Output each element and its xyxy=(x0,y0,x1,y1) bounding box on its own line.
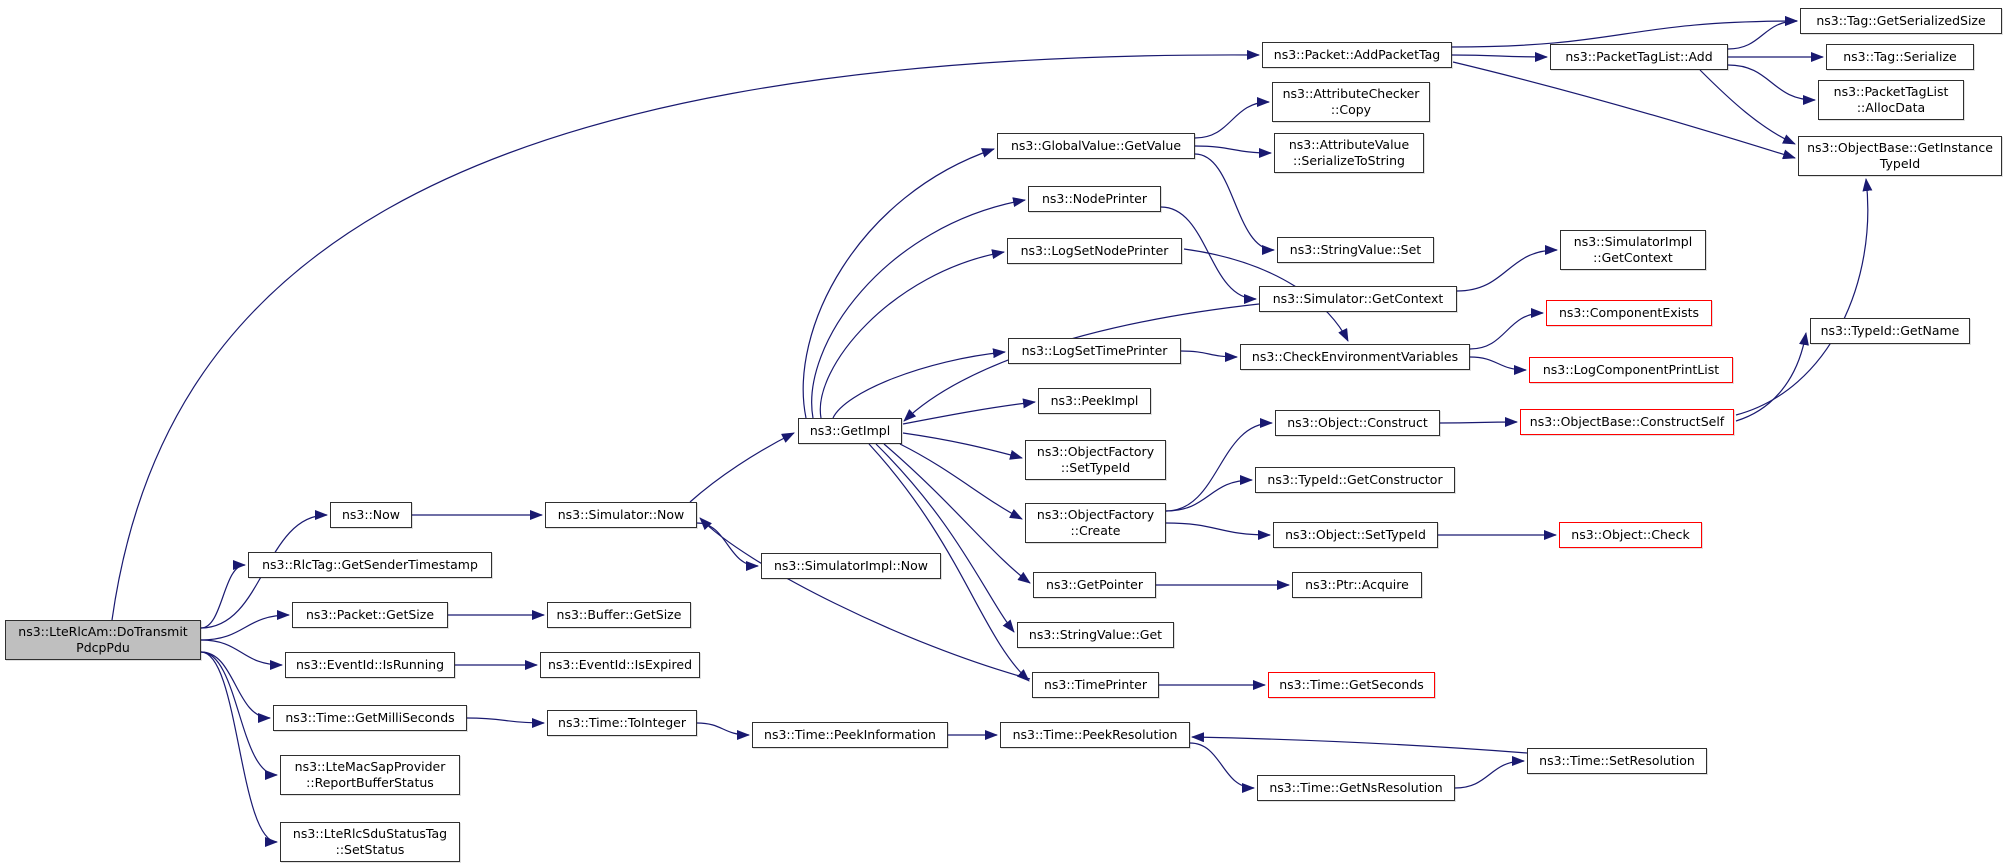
graph-node-nodePrinter[interactable] xyxy=(1028,186,1161,212)
node-label: ::Copy xyxy=(1330,102,1372,117)
node-label: ns3::AttributeValue xyxy=(1288,137,1410,152)
node-label: ns3::LogSetTimePrinter xyxy=(1021,343,1168,358)
call-edge-objectBaseConstructSelf-to-typeIdGetName xyxy=(1736,333,1806,421)
graph-node-stringValueGet[interactable] xyxy=(1017,622,1174,648)
graph-node-eventIdIsRunning[interactable] xyxy=(285,652,455,678)
graph-node-timePrinter[interactable] xyxy=(1032,672,1159,698)
graph-node-logSetTimePrinter[interactable] xyxy=(1008,338,1181,364)
graph-node-simulatorGetContext[interactable] xyxy=(1259,286,1457,312)
graph-node-timeGetNsResolution[interactable] xyxy=(1257,775,1455,801)
call-edge-getImpl-to-stringValueGet xyxy=(876,444,1014,632)
call-edge-getImpl-to-objectFactoryCreate xyxy=(900,444,1022,519)
call-edge-simulatorNow-to-getImpl xyxy=(690,433,794,502)
node-label: ns3::AttributeChecker xyxy=(1282,86,1420,101)
node-label: ns3::Now xyxy=(341,507,401,522)
call-edge-getImpl-to-globalValueGetValue xyxy=(803,149,994,418)
graph-node-objectBaseConstructSelf[interactable] xyxy=(1520,409,1734,435)
node-label: ns3::Time::GetNsResolution xyxy=(1269,780,1443,795)
node-label: ns3::Time::GetSeconds xyxy=(1279,677,1424,692)
graph-node-timeGetSeconds[interactable] xyxy=(1268,672,1435,698)
call-edge-globalValueGetValue-to-attributeValueSerializeToString xyxy=(1195,146,1271,153)
node-label: ::SetTypeId xyxy=(1060,460,1131,475)
graph-node-attributeCheckerCopy[interactable] xyxy=(1272,82,1430,122)
graph-node-tagSerialize[interactable] xyxy=(1826,44,1974,70)
graph-node-ptrAcquire[interactable] xyxy=(1292,572,1422,598)
graph-node-objectFactoryCreate[interactable] xyxy=(1025,503,1166,543)
graph-node-globalValueGetValue[interactable] xyxy=(997,133,1195,159)
graph-node-attributeValueSerializeToString[interactable] xyxy=(1274,133,1424,173)
graph-node-timeToInteger[interactable] xyxy=(547,710,697,736)
node-label: ns3::ObjectBase::ConstructSelf xyxy=(1529,414,1725,429)
call-edge-timePeekResolution-to-timeGetNsResolution xyxy=(1190,743,1254,788)
node-label: TypeId xyxy=(1879,156,1921,171)
graph-node-peekImpl[interactable] xyxy=(1038,388,1151,414)
node-label: ns3::LteRlcAm::DoTransmit xyxy=(18,624,188,639)
node-label: ns3::Time::GetMilliSeconds xyxy=(285,710,455,725)
node-label: ns3::GetPointer xyxy=(1046,577,1143,592)
node-label: ns3::ObjectBase::GetInstance xyxy=(1807,140,1993,155)
graph-node-bufferGetSize[interactable] xyxy=(547,602,691,628)
node-label: ns3::LteRlcSduStatusTag xyxy=(292,826,448,841)
call-edge-simulatorNow-to-simulatorImplNow xyxy=(697,523,758,566)
node-label: ns3::Tag::Serialize xyxy=(1843,49,1957,64)
node-label: ns3::EventId::IsExpired xyxy=(547,657,693,672)
node-label: ::ReportBufferStatus xyxy=(306,775,434,790)
graph-node-objectCheck[interactable] xyxy=(1559,522,1702,548)
graph-node-packetTagListAdd[interactable] xyxy=(1550,44,1728,70)
node-label: ns3::Tag::GetSerializedSize xyxy=(1816,13,1986,28)
call-edge-packetTagListAdd-to-packetTagListAllocData xyxy=(1728,65,1815,100)
graph-node-getPointer[interactable] xyxy=(1033,572,1156,598)
node-label: ns3::LogSetNodePrinter xyxy=(1020,243,1169,258)
graph-node-timePeekResolution[interactable] xyxy=(1000,722,1190,748)
node-label: ns3::Packet::GetSize xyxy=(305,607,435,622)
graph-node-checkEnvironmentVariables[interactable] xyxy=(1240,344,1470,370)
node-label: ns3::LteMacSapProvider xyxy=(294,759,446,774)
node-label: ns3::Time::PeekResolution xyxy=(1012,727,1178,742)
call-edge-packetTagListAdd-to-tagGetSerializedSize xyxy=(1728,21,1797,49)
graph-node-simulatorImplGetContext[interactable] xyxy=(1560,230,1706,270)
graph-node-simulatorImplNow[interactable] xyxy=(761,553,941,579)
call-edge-objectFactoryCreate-to-typeIdGetConstructor xyxy=(1166,480,1252,511)
node-label: ns3::ObjectFactory xyxy=(1036,507,1155,522)
node-label: ::SetStatus xyxy=(335,842,405,857)
graph-node-packetTagListAllocData[interactable] xyxy=(1818,80,1964,120)
node-label: PdcpPdu xyxy=(76,640,130,655)
graph-node-eventIdIsExpired[interactable] xyxy=(540,652,700,678)
node-label: ns3::PacketTagList xyxy=(1833,84,1949,99)
node-label: ::SerializeToString xyxy=(1293,153,1405,168)
call-edge-timeSetResolution-to-timePeekResolution xyxy=(1192,737,1527,753)
call-edge-root-to-lteRlcSduStatusTagSetStatus xyxy=(201,652,277,842)
graph-node-timePeekInformation[interactable] xyxy=(752,722,948,748)
node-label: ns3::NodePrinter xyxy=(1041,191,1148,206)
graph-node-typeIdGetName[interactable] xyxy=(1810,318,1970,344)
node-label: ns3::LogComponentPrintList xyxy=(1542,362,1720,377)
node-label: ns3::ComponentExists xyxy=(1558,305,1700,320)
graph-node-objectBaseGetInstanceTypeId[interactable] xyxy=(1798,136,2002,176)
call-edge-timePrinter-to-simulatorNow xyxy=(700,518,1030,679)
call-edge-globalValueGetValue-to-stringValueSet xyxy=(1195,154,1274,250)
node-label: ns3::ObjectFactory xyxy=(1036,444,1155,459)
graph-node-lteMacSapReportBufferStatus[interactable] xyxy=(280,755,460,795)
graph-node-logSetNodePrinter[interactable] xyxy=(1007,238,1182,264)
graph-node-tagGetSerializedSize[interactable] xyxy=(1800,8,2002,34)
graph-node-rlcTagGetSenderTimestamp[interactable] xyxy=(248,552,492,578)
node-label: ns3::TypeId::GetName xyxy=(1820,323,1960,338)
call-edge-globalValueGetValue-to-attributeCheckerCopy xyxy=(1195,102,1269,138)
graph-node-logComponentPrintList[interactable] xyxy=(1529,357,1733,383)
graph-node-timeGetMilliSeconds[interactable] xyxy=(273,705,467,731)
call-edge-objectConstruct-to-objectBaseConstructSelf xyxy=(1440,422,1517,423)
graph-node-root[interactable] xyxy=(5,620,201,660)
call-edge-timeGetMilliSeconds-to-timeToInteger xyxy=(467,718,544,723)
call-edge-getImpl-to-objectFactorySetTypeId xyxy=(903,433,1022,458)
node-label: ns3::PacketTagList::Add xyxy=(1565,49,1713,64)
node-label: ns3::Object::SetTypeId xyxy=(1285,527,1426,542)
graph-node-stringValueSet[interactable] xyxy=(1277,237,1434,263)
call-edge-simulatorGetContext-to-simulatorImplGetContext xyxy=(1457,250,1557,291)
graph-node-typeIdGetConstructor[interactable] xyxy=(1255,467,1455,493)
graph-node-packetAddPacketTag[interactable] xyxy=(1262,42,1452,68)
node-label: ns3::Time::ToInteger xyxy=(558,715,686,730)
call-edge-root-to-rlcTagGetSenderTimestamp xyxy=(201,565,245,628)
call-edge-timeToInteger-to-timePeekInformation xyxy=(697,723,749,735)
node-label: ns3::RlcTag::GetSenderTimestamp xyxy=(262,557,478,572)
call-edge-root-to-eventIdIsRunning xyxy=(201,640,282,665)
node-label: ns3::Simulator::GetContext xyxy=(1272,291,1444,306)
call-edge-checkEnvironmentVariables-to-logComponentPrintList xyxy=(1470,357,1526,370)
node-label: ns3::GetImpl xyxy=(809,423,891,438)
graph-node-objectFactorySetTypeId[interactable] xyxy=(1025,440,1166,480)
node-label: ns3::SimulatorImpl xyxy=(1573,234,1693,249)
call-edge-checkEnvironmentVariables-to-componentExists xyxy=(1470,313,1543,349)
node-label: ns3::EventId::IsRunning xyxy=(295,657,445,672)
node-label: ns3::GlobalValue::GetValue xyxy=(1010,138,1182,153)
graph-node-lteRlcSduStatusTagSetStatus[interactable] xyxy=(280,822,460,862)
node-label: ns3::TypeId::GetConstructor xyxy=(1267,472,1443,487)
call-edge-getImpl-to-nodePrinter xyxy=(812,200,1025,418)
node-label: ::GetContext xyxy=(1593,250,1673,265)
call-edge-getImpl-to-logSetNodePrinter xyxy=(820,252,1004,418)
call-edge-objectBaseConstructSelf-to-objectBaseGetInstanceTypeId xyxy=(1736,179,1868,415)
graph-node-componentExists[interactable] xyxy=(1546,300,1712,326)
graph-node-timeSetResolution[interactable] xyxy=(1527,748,1707,774)
node-label: ns3::Simulator::Now xyxy=(557,507,685,522)
node-label: ns3::Ptr::Acquire xyxy=(1305,577,1409,592)
node-label: ns3::Packet::AddPacketTag xyxy=(1273,47,1441,62)
node-label: ns3::Buffer::GetSize xyxy=(556,607,682,622)
graph-node-getImpl[interactable] xyxy=(798,418,902,444)
node-label: ns3::StringValue::Set xyxy=(1289,242,1422,257)
node-label: ns3::CheckEnvironmentVariables xyxy=(1251,349,1459,364)
graph-node-now[interactable] xyxy=(330,502,412,528)
call-edge-timeGetNsResolution-to-timeSetResolution xyxy=(1455,761,1524,788)
call-edge-packetAddPacketTag-to-packetTagListAdd xyxy=(1452,55,1547,57)
graph-node-simulatorNow[interactable] xyxy=(545,502,697,528)
node-label: ns3::Time::PeekInformation xyxy=(764,727,936,742)
node-label: ns3::SimulatorImpl::Now xyxy=(773,558,929,573)
node-label: ns3::StringValue::Get xyxy=(1028,627,1163,642)
node-label: ns3::Time::SetResolution xyxy=(1539,753,1695,768)
graph-node-objectConstruct[interactable] xyxy=(1275,410,1440,436)
node-label: ns3::PeekImpl xyxy=(1050,393,1139,408)
graph-node-packetGetSize[interactable] xyxy=(292,602,448,628)
call-edge-root-to-lteMacSapReportBufferStatus xyxy=(201,652,277,775)
graph-node-objectSetTypeId[interactable] xyxy=(1273,522,1438,548)
node-label: ns3::Object::Construct xyxy=(1287,415,1428,430)
node-label: ::Create xyxy=(1070,523,1121,538)
node-label: ns3::TimePrinter xyxy=(1044,677,1147,692)
call-edge-logSetTimePrinter-to-checkEnvironmentVariables xyxy=(1181,351,1237,357)
call-edge-objectFactoryCreate-to-objectSetTypeId xyxy=(1166,523,1270,535)
node-label: ns3::Object::Check xyxy=(1571,527,1690,542)
node-label: ::AllocData xyxy=(1856,100,1926,115)
